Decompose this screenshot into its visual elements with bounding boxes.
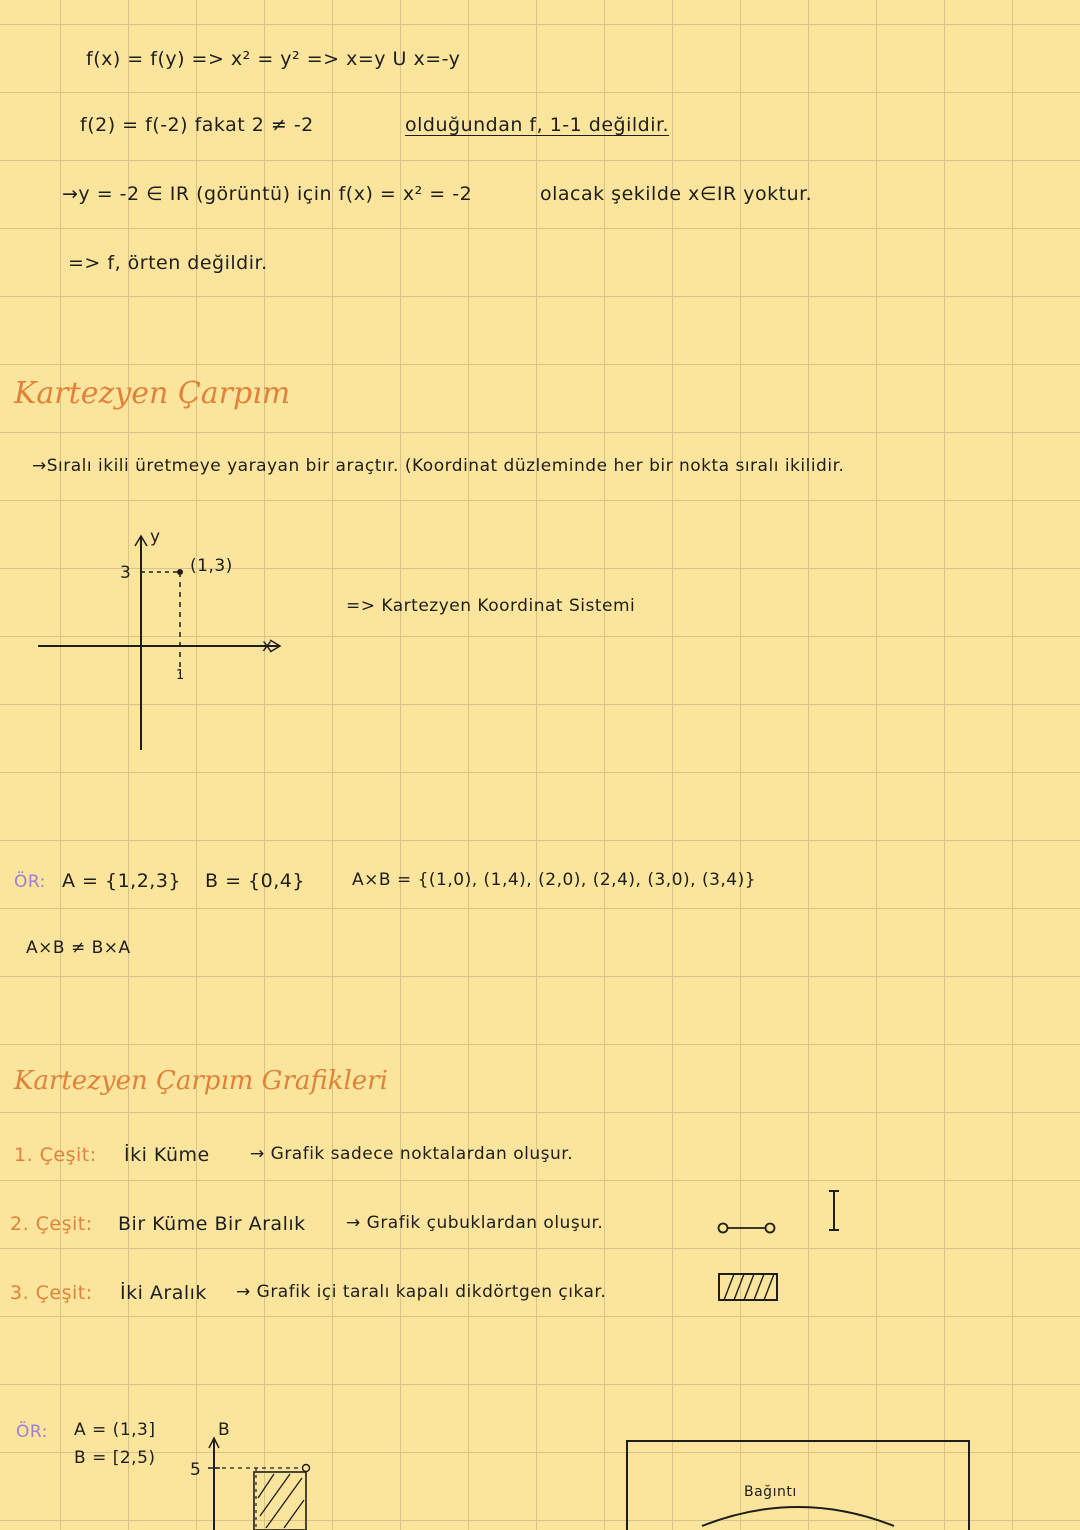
- example-1-product: A×B = {(1,0), (1,4), (2,0), (2,4), (3,0), (3,4)}: [352, 870, 757, 890]
- type-2-text-b: → Grafik çubuklardan oluşur.: [346, 1213, 604, 1233]
- type-3-text-b: → Grafik içi taralı kapalı dikdörtgen çıkar.: [236, 1282, 607, 1302]
- equation-line-2b: olduğundan f, 1-1 değildir.: [405, 114, 670, 136]
- segment-icon-vertical: [824, 1188, 844, 1234]
- b-axis-label: B: [218, 1420, 231, 1440]
- type-3-text-a: İki Aralık: [120, 1282, 207, 1304]
- type-1-text-b: → Grafik sadece noktalardan oluşur.: [250, 1144, 574, 1164]
- open-endpoint: [303, 1465, 310, 1472]
- segment-icon-horizontal: [716, 1220, 776, 1236]
- equation-line-2a: f(2) = f(-2) fakat 2 ≠ -2: [80, 114, 314, 136]
- example-2-set-a: A = (1,3]: [74, 1420, 156, 1440]
- hatched-region: [254, 1472, 306, 1530]
- conclusion-line: => f, örten değildir.: [68, 252, 268, 274]
- section-description: →Sıralı ikili üretmeye yarayan bir araçtır. (Koordinat düzleminde her bir nokta sıralı ikilidir.: [32, 456, 845, 476]
- hatched-rectangle-icon: [716, 1270, 782, 1304]
- point-label: (1,3): [190, 556, 233, 576]
- coordinate-graph: [30, 528, 290, 758]
- type-2-text-a: Bir Küme Bir Aralık: [118, 1213, 306, 1235]
- example-2-set-b: B = [2,5): [74, 1448, 156, 1468]
- section-title-kartezyen-carpim: Kartezyen Çarpım: [14, 376, 291, 411]
- x-axis-label: x: [262, 636, 273, 656]
- example-1-set-a: A = {1,2,3}: [62, 870, 182, 892]
- graph-caption: => Kartezyen Koordinat Sistemi: [346, 596, 636, 616]
- example-1-set-b: B = {0,4}: [205, 870, 305, 892]
- type-1-text-a: İki Küme: [124, 1144, 210, 1166]
- point-1-3: [177, 569, 183, 575]
- type-1-label: 1. Çeşit:: [14, 1144, 97, 1166]
- relation-label: Bağıntı: [744, 1484, 797, 1500]
- equation-line-3b: olacak şekilde x∈IR yoktur.: [540, 183, 813, 205]
- example-1-prefix: ÖR:: [14, 872, 46, 892]
- y-axis-label: y: [150, 527, 161, 547]
- relation-box: [626, 1440, 970, 1526]
- equation-line-1: f(x) = f(y) => x² = y² => x=y U x=-y: [86, 48, 461, 70]
- tick-5-label: 5: [190, 1460, 202, 1480]
- example-2-prefix: ÖR:: [16, 1422, 48, 1442]
- equation-line-3a: →y = -2 ∈ IR (görüntü) için f(x) = x² = -2: [62, 183, 473, 205]
- type-2-label: 2. Çeşit:: [10, 1213, 93, 1235]
- example-1-note: A×B ≠ B×A: [26, 938, 131, 958]
- relation-ellipse: [702, 1507, 894, 1526]
- example-2-graph: [194, 1420, 324, 1530]
- type-3-label: 3. Çeşit:: [10, 1282, 93, 1304]
- y-tick-label: 3: [120, 563, 132, 583]
- section-title-grafikler: Kartezyen Çarpım Grafikleri: [14, 1066, 388, 1096]
- x-tick-label: 1: [176, 668, 185, 683]
